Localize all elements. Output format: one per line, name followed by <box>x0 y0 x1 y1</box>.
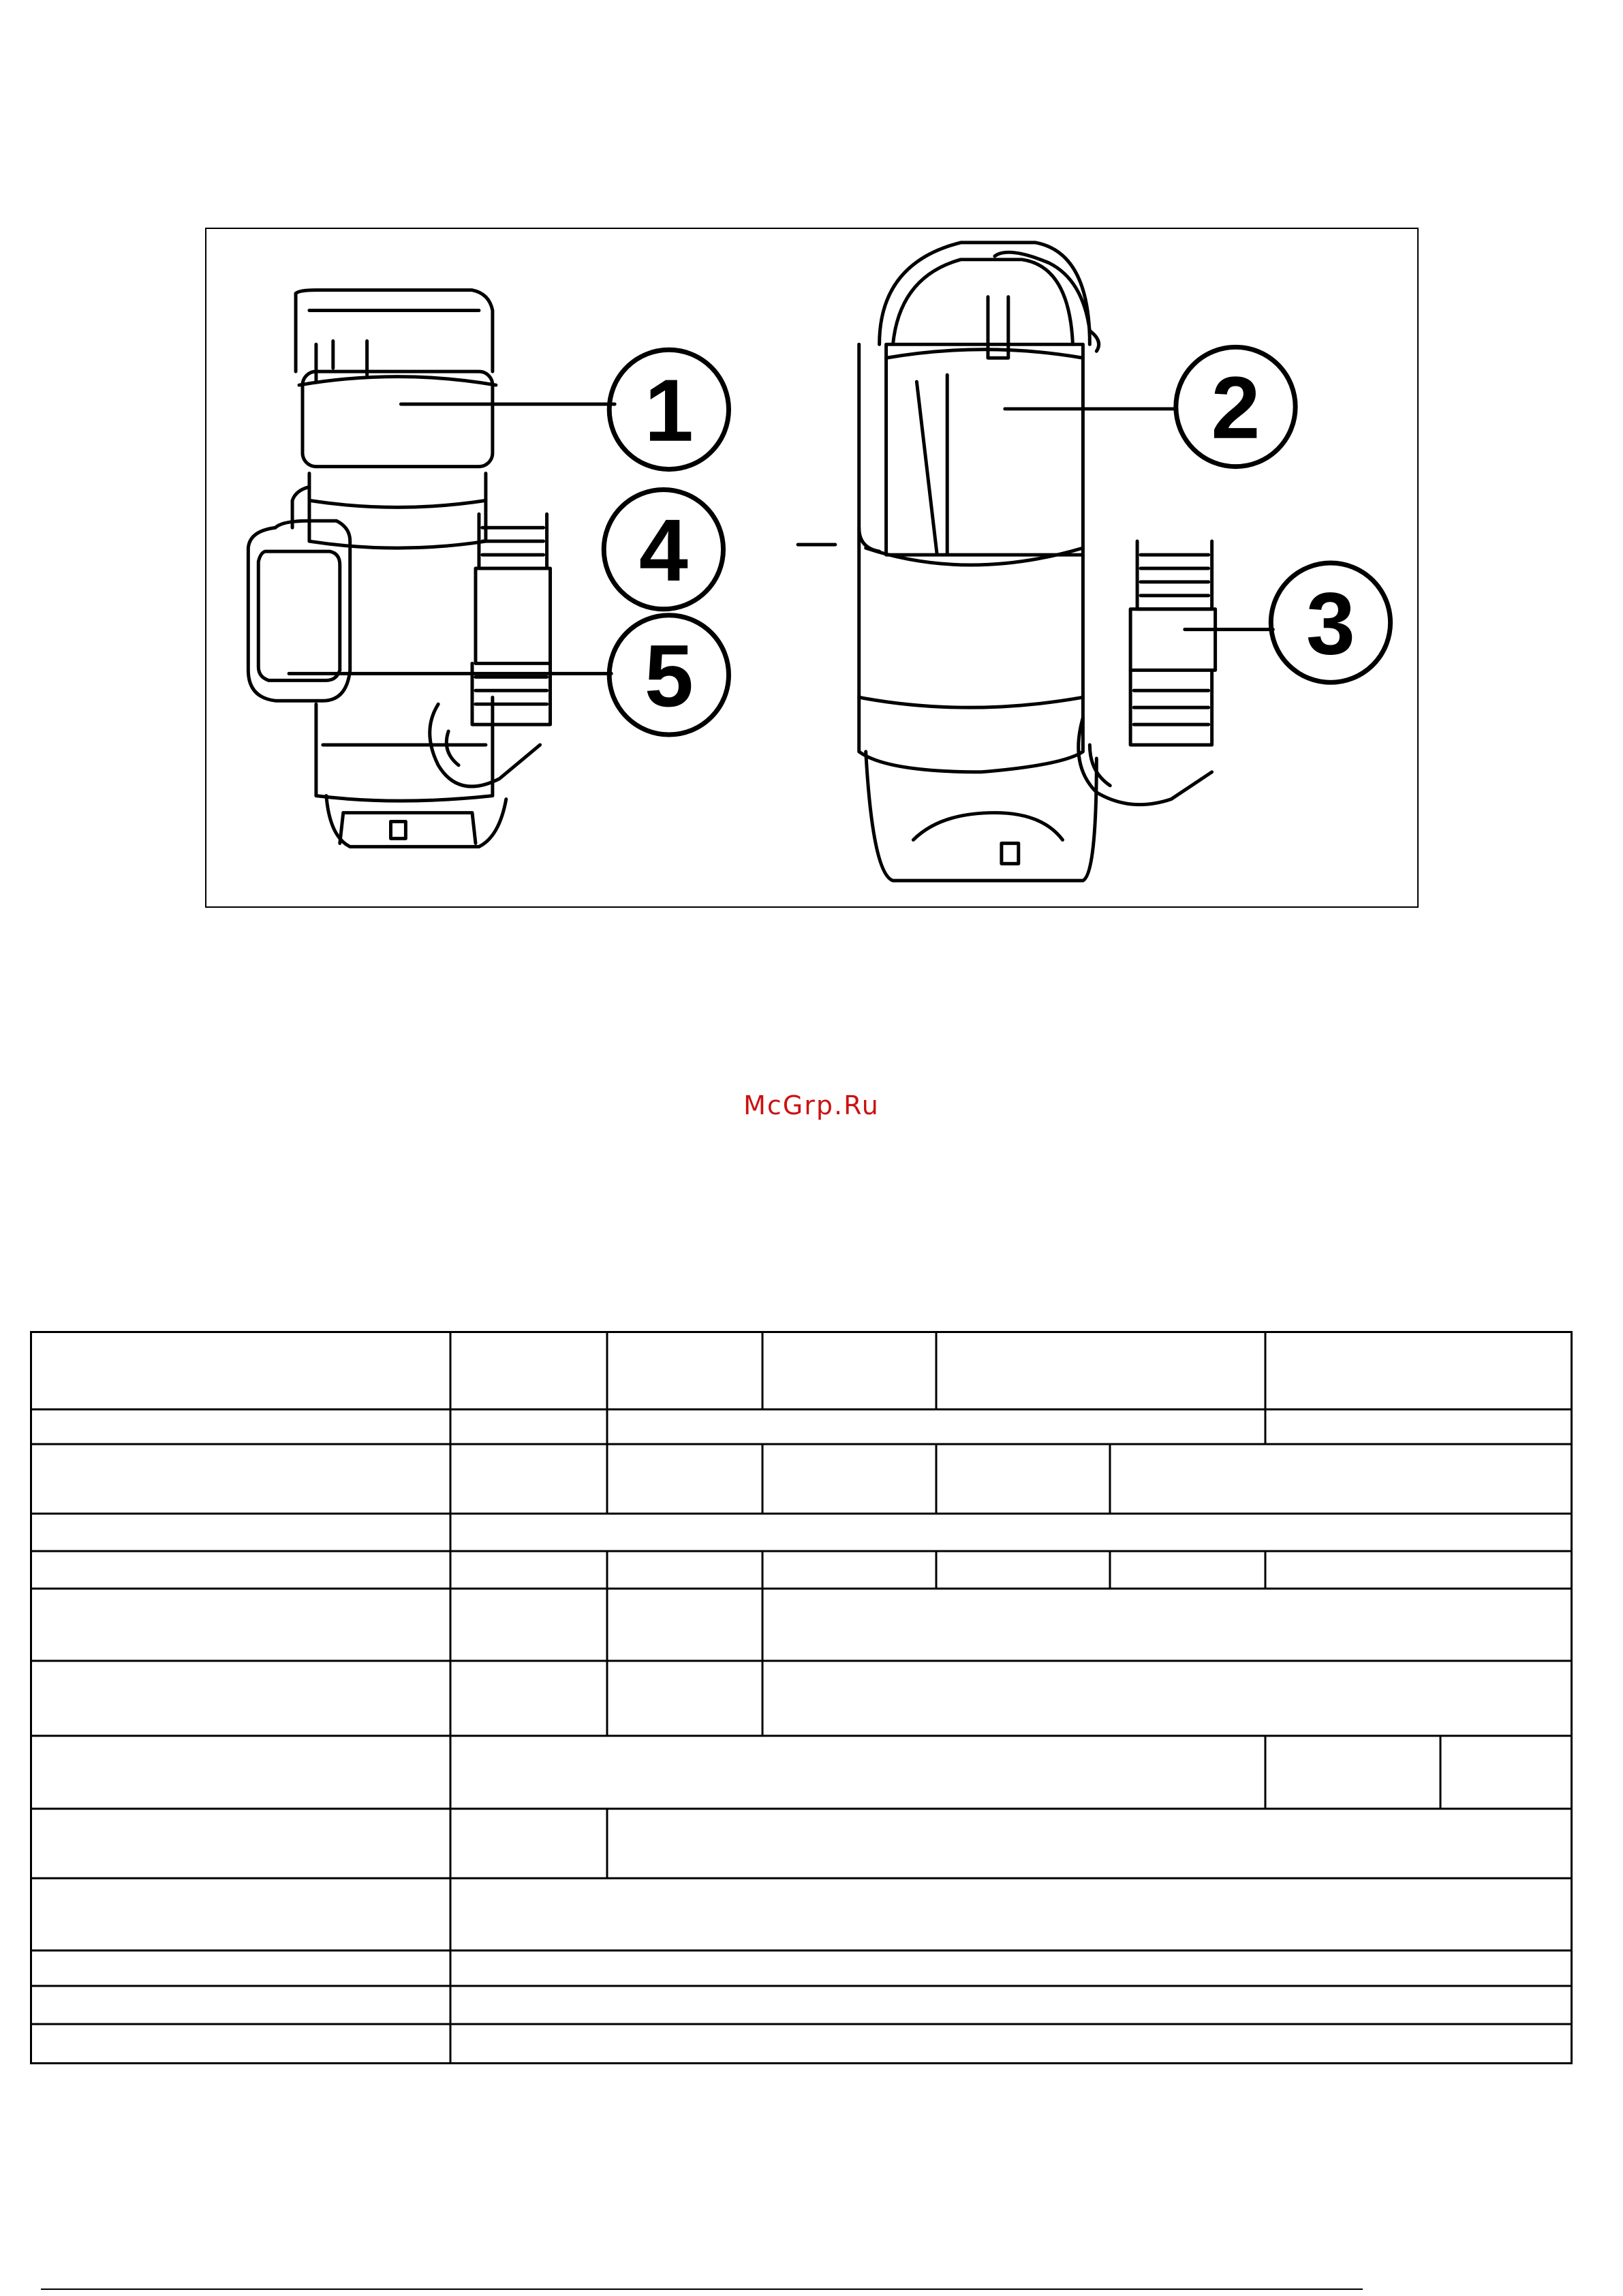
callout-5: 5 <box>644 627 694 726</box>
left-pump <box>248 290 550 847</box>
footer-rule <box>41 2289 1363 2290</box>
right-pump <box>859 243 1216 881</box>
spec-table <box>30 1331 1573 2064</box>
callout-2: 2 <box>1211 358 1261 457</box>
watermark-text: McGrp.Ru <box>743 1090 880 1120</box>
callout-1: 1 <box>644 361 694 460</box>
figure-frame <box>205 228 1419 908</box>
callout-3: 3 <box>1305 575 1355 673</box>
pump-illustration <box>206 229 1417 906</box>
callout-4: 4 <box>638 501 688 600</box>
